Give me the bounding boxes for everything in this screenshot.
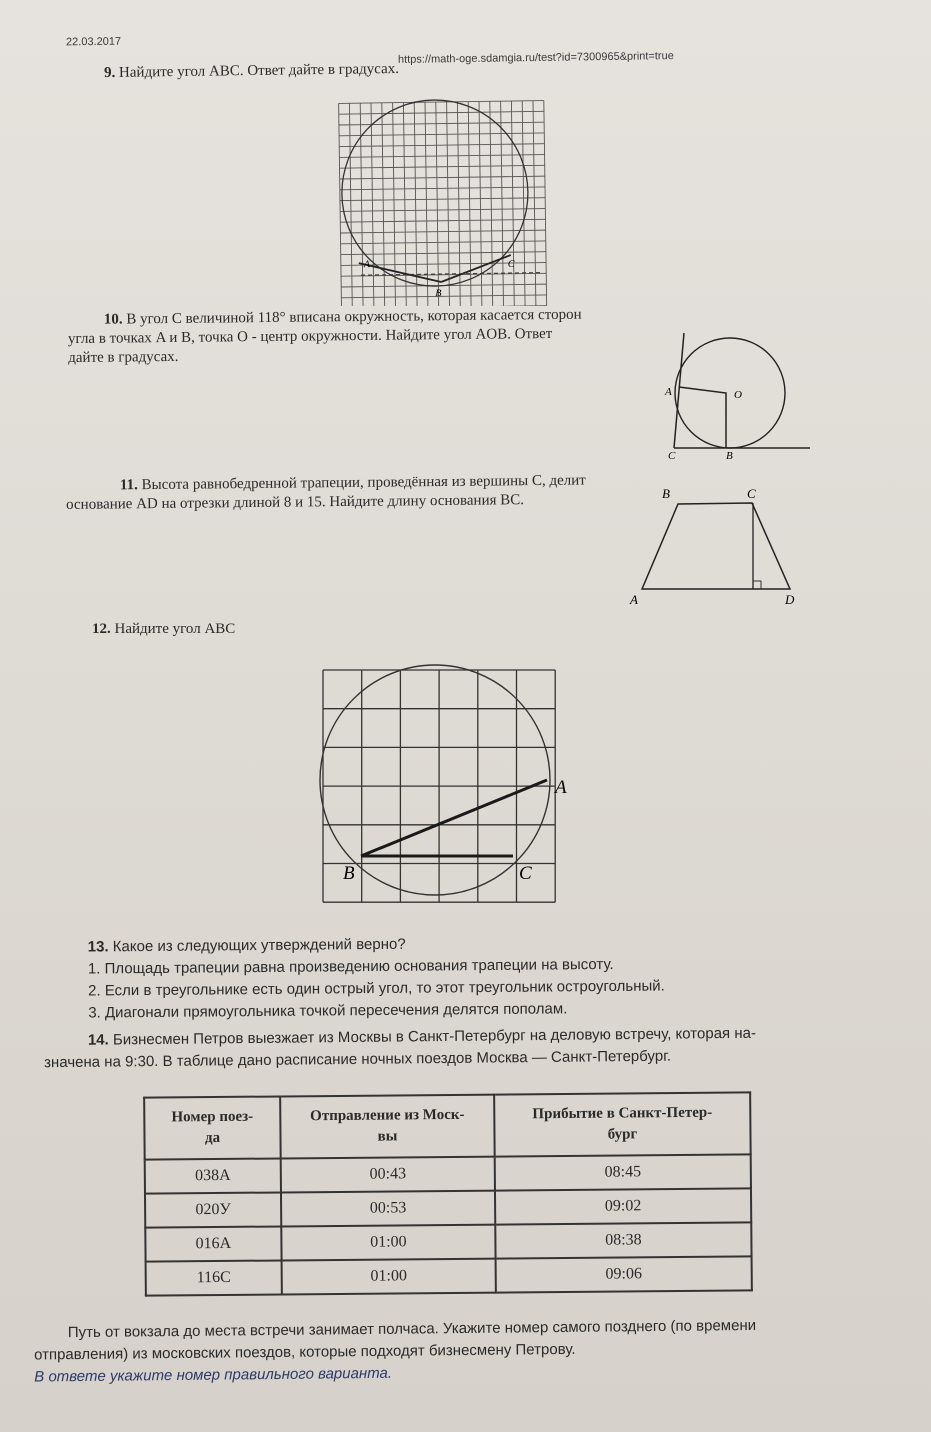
grid-line [511,101,514,306]
cell-departure: 00:43 [281,1157,495,1193]
q9-chord-bc [441,255,511,282]
q13-option-1: 1. Площадь трапеции равна произведению основания трапеции на высоту. [87,955,614,978]
q11-number: 11. [119,477,138,494]
grid-line [490,101,493,306]
q10-line1: В угол C величиной 118° вписана окружность, которая касается сторон [126,306,582,328]
q10-line2: угла в точках A и B, точка O - центр окружности. Найдите угол AOB. Ответ [67,325,553,348]
q9-question [104,60,399,83]
q12-label-a: A [555,777,567,798]
cell-arrival: 09:02 [495,1188,751,1224]
grid-line [340,187,545,190]
q11-question [66,471,626,515]
grid-line [340,209,545,212]
q12-number: 12. [92,621,111,637]
q13-number: 13. [87,938,109,956]
q9-label-a: A [363,258,371,271]
grid-line [340,165,545,168]
table-header-row [144,1092,751,1159]
grid-line [341,252,546,255]
grid-line [339,111,544,114]
q13-option-3: 3. Диагонали прямоугольника точкой пересечения делятся пополам. [88,1000,568,1022]
header-train-number: Номер поез- да [144,1096,281,1159]
q9-figure [330,96,550,306]
grid-line [341,263,546,266]
grid-line [501,101,504,306]
q11-label-b: B [662,486,670,501]
q11-label-c: C [747,486,756,501]
q9-label-c: C [507,258,515,271]
train-schedule-table [143,1091,753,1296]
cell-train: 038А [145,1158,281,1193]
q12-circle [320,665,550,895]
grid-line [339,122,544,125]
q9-text: Найдите угол ABC. Ответ дайте в градусах. [118,60,400,81]
q10-label-o: O [734,389,742,401]
grid-line [447,102,450,306]
q12-label-c: C [519,863,532,884]
grid-line [435,102,442,306]
print-date: 22.03.2017 [65,35,122,49]
cell-train: 020У [145,1192,281,1227]
grid-line [339,103,342,306]
q12-text: Найдите угол ABC [114,621,236,637]
q11-label-a: A [630,592,638,607]
q10-label-a: A [665,386,672,398]
q11-label-d: D [785,592,795,607]
table-row [145,1154,751,1193]
q14-line2: значена на 9:30. В таблице дано расписание ночных поездов Москва — Санкт-Петербург. [44,1047,672,1072]
table-row [146,1256,752,1295]
q12-chord-ba [361,780,547,856]
grid-line [339,133,544,136]
q11-line1: Высота равнобедренной трапеции, проведённая из вершины C, делит [141,472,586,494]
q14-line1: Бизнесмен Петров выезжает из Москвы в Санкт-Петербург на деловую встречу, которая на- [112,1024,756,1049]
grid-line [339,155,544,158]
grid-line [339,101,544,104]
table-row [145,1188,751,1227]
q10-circle [675,338,785,448]
q13-text: Какое из следующих утверждений верно? [112,935,406,956]
q13-option-2: 2. Если в треугольнике есть один острый угол, то этот треугольник остроугольный. [88,977,665,1000]
grid-line [544,101,547,306]
q10-label-b: B [726,450,733,462]
print-url: https://math-oge.sdamgia.ru/test?id=7300965&print=true [397,50,674,66]
grid-line [468,102,471,306]
grid-line [533,101,536,306]
cell-departure: 00:53 [281,1191,495,1227]
q14-after-line2: отправления) из московских поездов, которые подходят бизнесмену Петрову. [33,1340,576,1364]
header-departure: Отправление из Моск- вы [280,1095,495,1159]
grid-line [340,219,545,222]
cell-departure: 01:00 [281,1225,495,1261]
cell-arrival: 09:06 [496,1256,752,1292]
grid-line [340,230,545,233]
grid-line [340,198,545,201]
grid-line [522,101,525,306]
q13-question [88,931,665,1024]
q10-figure [660,325,820,465]
grid-line [341,295,546,298]
cell-arrival: 08:38 [495,1222,751,1258]
q11-line2: основание AD на отрезки длиной 8 и 15. Найдите длину основания BC. [66,492,525,513]
q11-figure [622,482,822,612]
cell-train: 116С [146,1260,282,1295]
q10-radii [679,387,726,448]
cell-arrival: 08:45 [495,1154,751,1190]
q10-number: 10. [103,311,123,328]
q10-question [68,305,654,368]
q14-instruction: В ответе укажите номер правильного варианта. [34,1364,393,1386]
q14-number: 14. [87,1031,109,1049]
q12-question [92,620,235,639]
table-row [145,1222,751,1261]
q10-line3: дайте в градусах. [68,348,179,367]
cell-train: 016А [145,1226,281,1261]
q9-number: 9. [103,64,116,82]
header-arrival: Прибытие в Санкт-Петер- бург [494,1092,751,1156]
grid-line [340,176,545,179]
q12-label-b: B [343,863,355,884]
q12-figure [315,663,595,903]
q14-question [44,1022,844,1074]
q14-followup [34,1313,895,1388]
q11-right-angle [753,581,761,589]
q14-after-line1: Путь от вокзала до места встречи занимает полчаса. Укажите номер самого позднего (по времени [67,1316,757,1342]
q10-label-c: C [668,450,676,462]
q11-trapezoid [642,503,790,589]
cell-departure: 01:00 [282,1259,496,1295]
q9-label-b: B [435,287,442,300]
